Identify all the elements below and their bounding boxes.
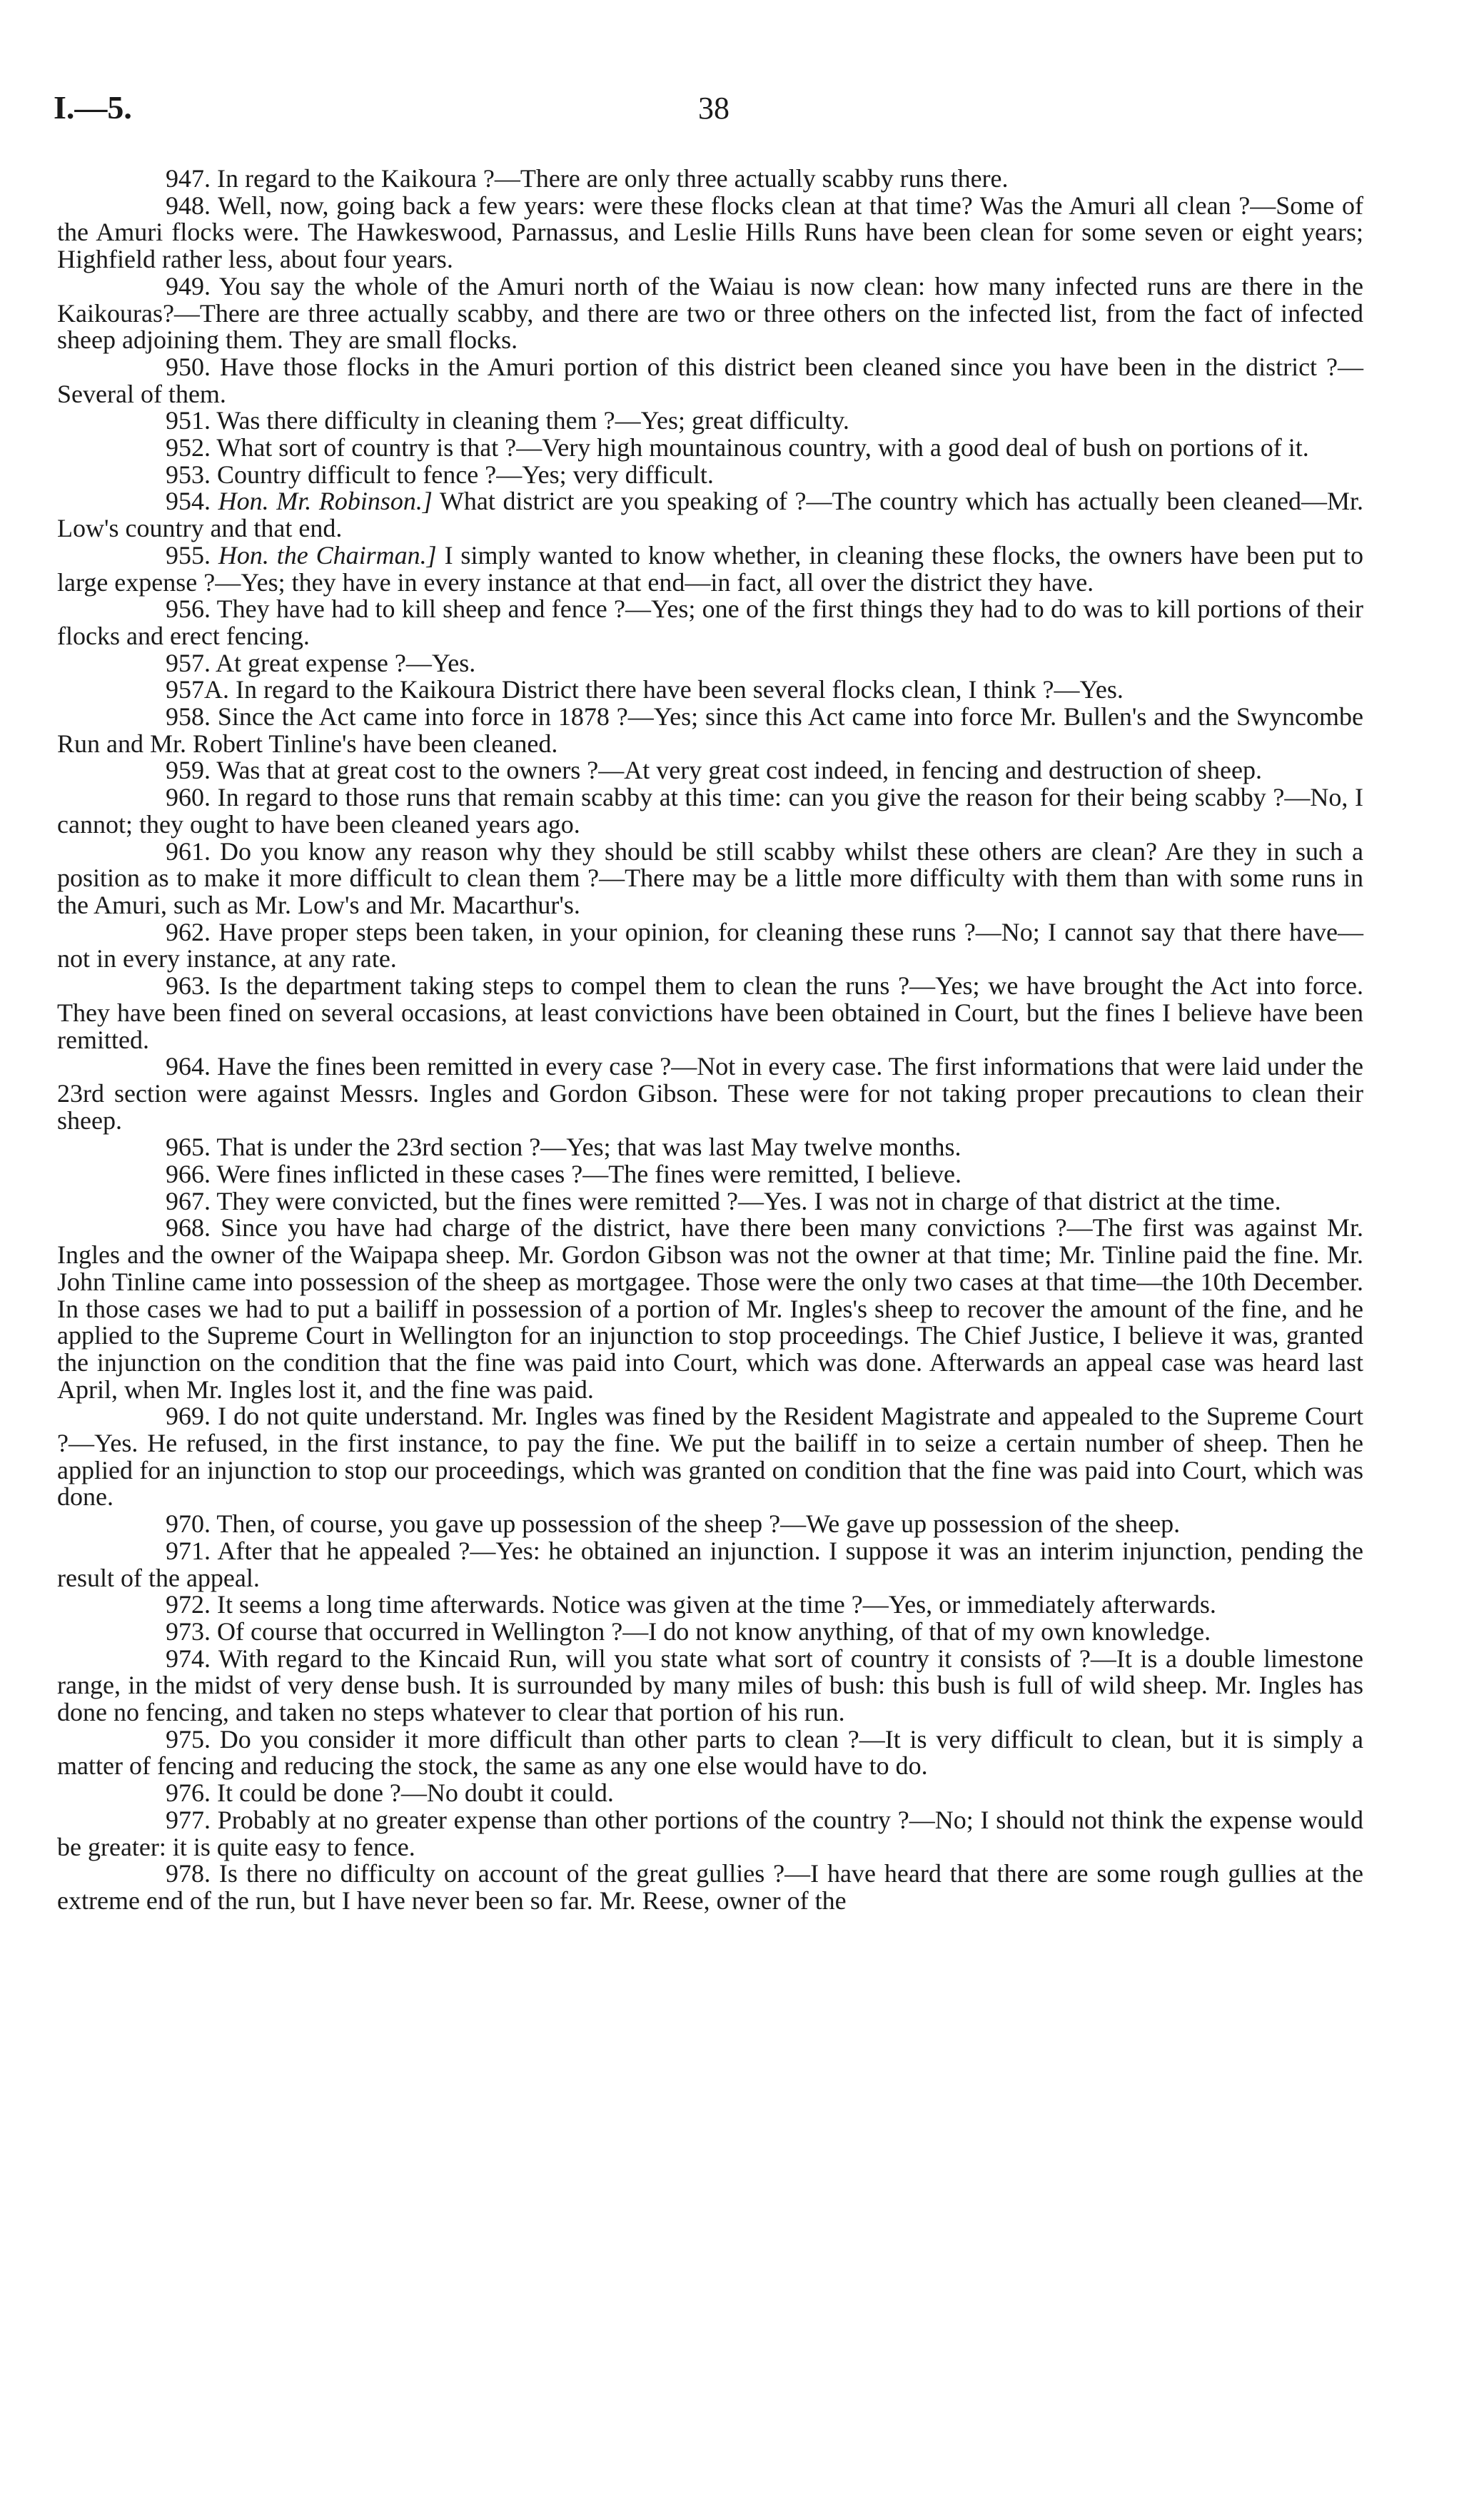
question-972 — [57, 1592, 1363, 1619]
question-961 — [57, 836, 1363, 919]
paragraph-text: 973. Of course that occurred in Wellington ?—I do not know anything, of that of my own knowledge. — [166, 1616, 1211, 1646]
document-body — [57, 166, 1363, 1915]
paper-reference: I.—5. — [54, 89, 132, 126]
question-number: 954. — [166, 487, 211, 516]
question-969 — [57, 1403, 1363, 1511]
question-952 — [57, 435, 1363, 462]
paragraph-text: 952. What sort of country is that ?—Very high mountainous country, with a good deal of bush on portions of it. — [166, 433, 1309, 462]
paragraph-text: 961. Do you know any reason why they should be still scabby whilst these others are clean? Are they in such a position as to make it more difficult to clean them ?—There may be a little more difficulty with them than with some runs in the Amuri, such as Mr. Low's and Mr. Macarthur's. — [57, 836, 1363, 919]
question-950 — [57, 354, 1363, 408]
paragraph-text: 950. Have those flocks in the Amuri portion of this district been cleaned since you have been in the district ?—Several of them. — [57, 352, 1363, 408]
paragraph-text: 976. It could be done ?—No doubt it could. — [166, 1778, 614, 1808]
question-978 — [57, 1861, 1363, 1914]
question-962 — [57, 919, 1363, 973]
question-968 — [57, 1215, 1363, 1403]
paragraph-text: 971. After that he appealed ?—Yes: he obtained an injunction. I suppose it was an interim injunction, pending the result of the appeal. — [57, 1536, 1363, 1592]
paragraph-text: 966. Were fines inflicted in these cases ?—The fines were remitted, I believe. — [166, 1160, 961, 1189]
question-975 — [57, 1726, 1363, 1780]
question-957 — [57, 650, 1363, 677]
page-number: 38 — [698, 91, 730, 126]
paragraph-text: 960. In regard to those runs that remain scabby at this time: can you give the reason for their being scabby ?—No, I cannot; they ought to have been cleaned years ago. — [57, 783, 1363, 839]
question-967 — [57, 1188, 1363, 1215]
speaker-name: Hon. the Chairman.] — [218, 540, 437, 570]
paragraph-text: 953. Country difficult to fence ?—Yes; very difficult. — [166, 460, 714, 489]
question-976 — [57, 1780, 1363, 1807]
question-974 — [57, 1646, 1363, 1726]
paragraph-text: 948. Well, now, going back a few years: were these flocks clean at that time? Was the Amuri all clean ?—Some of the Amuri flocks were. The Hawkeswood, Parnassus, and Leslie Hills Runs have been clean for some seven or eight years; Highfield rather less, about four years. — [57, 191, 1363, 274]
question-951 — [57, 408, 1363, 435]
question-970 — [57, 1511, 1363, 1538]
paragraph-text: 972. It seems a long time afterwards. Notice was given at the time ?—Yes, or immediately afterwards. — [166, 1590, 1216, 1619]
question-964 — [57, 1053, 1363, 1134]
paragraph-text: 951. Was there difficulty in cleaning them ?—Yes; great difficulty. — [166, 406, 849, 435]
question-954 — [57, 488, 1363, 542]
paragraph-text: 965. That is under the 23rd section ?—Yes; that was last May twelve months. — [166, 1133, 961, 1162]
question-977 — [57, 1807, 1363, 1861]
paragraph-text: 968. Since you have had charge of the district, have there been many convictions ?—The first was against Mr. Ingles and the owner of the Waipapa sheep. Mr. Gordon Gibson was not the owner at that time; Mr. Tinline paid the fine. Mr. John Tinline came into possession of the sheep as mortgagee. Those were the only two cases at that time—the 10th December. In those cases we had to put a bailiff in possession of a portion of Mr. Ingles's sheep to recover the amount of the fine, and he applied to the Supreme Court in Wellington for an injunction to stop proceedings. The Chief Justice, I believe it was, granted the injunction on the condition that the fine was paid into Court, which was done. Afterwards an appeal case was heard last April, when Mr. Ingles lost it, and the fine was paid. — [57, 1213, 1363, 1404]
question-957a — [57, 677, 1363, 704]
question-960 — [57, 784, 1363, 838]
paragraph-text: 956. They have had to kill sheep and fence ?—Yes; one of the first things they had to do was to kill portions of their flocks and erect fencing. — [57, 594, 1363, 650]
paragraph-text: 969. I do not quite understand. Mr. Ingles was fined by the Resident Magistrate and appealed to the Supreme Court ?—Yes. He refused, in the first instance, to pay the fine. We put the bailiff in to seize a certain number of sheep. Then he applied for an injunction to stop our proceedings, which was granted on condition that the fine was paid into Court, which was done. — [57, 1402, 1363, 1512]
paragraph-text: 962. Have proper steps been taken, in your opinion, for cleaning these runs ?—No; I cannot say that there have—not in every instance, at any rate. — [57, 917, 1363, 973]
question-949 — [57, 273, 1363, 354]
question-959 — [57, 757, 1363, 784]
paragraph-text: 957. At great expense ?—Yes. — [166, 648, 476, 677]
question-973 — [57, 1616, 1363, 1646]
question-956 — [57, 596, 1363, 649]
question-955 — [57, 542, 1363, 596]
paragraph-text: 959. Was that at great cost to the owners ?—At very great cost indeed, in fencing and destruction of sheep. — [166, 756, 1262, 785]
paragraph-text: 967. They were convicted, but the fines were remitted ?—Yes. I was not in charge of that district at the time. — [166, 1186, 1281, 1215]
paragraph-text: 957A. In regard to the Kaikoura District there have been several flocks clean, I think ?—Yes. — [166, 675, 1124, 704]
question-971 — [57, 1538, 1363, 1592]
paragraph-text: 974. With regard to the Kincaid Run, will you state what sort of country it consists of ?—It is a double limestone range, in the midst of very dense bush. It is surrounded by many miles of bush: this bush is full of wild sheep. Mr. Ingles has done no fencing, and taken no steps whatever to clear that portion of his run. — [57, 1644, 1363, 1727]
paragraph-text: 947. In regard to the Kaikoura ?—There are only three actually scabby runs there. — [166, 164, 1009, 193]
question-958 — [57, 704, 1363, 757]
paragraph-text: 977. Probably at no greater expense than other portions of the country ?—No; I should not think the expense would be greater: it is quite easy to fence. — [57, 1805, 1363, 1861]
question-963 — [57, 973, 1363, 1053]
paragraph-text: I simply wanted to know whether, in cleaning these flocks, the owners have been put to large expense ?—Yes; they have in every instance at that end—in fact, all over the district they have. — [57, 540, 1364, 597]
paragraph-text: 963. Is the department taking steps to compel them to clean the runs ?—Yes; we have brought the Act into force. They have been fined on several occasions, at least convictions have been obtained in Court, but the fines I believe have been remitted. — [57, 971, 1363, 1054]
paragraph-text: What district are you speaking of ?—The country which has actually been cleaned—Mr. Low's country and that end. — [57, 487, 1363, 543]
paragraph-text: 958. Since the Act came into force in 1878 ?—Yes; since this Act came into force Mr. Bullen's and the Swyncombe Run and Mr. Robert Tinline's have been cleaned. — [57, 702, 1363, 758]
question-number: 955. — [166, 540, 211, 570]
question-966 — [57, 1161, 1363, 1188]
paragraph-text: 964. Have the fines been remitted in every case ?—Not in every case. The first informations that were laid under the 23rd section were against Messrs. Ingles and Gordon Gibson. These were for not taking proper precautions to clean their sheep. — [57, 1052, 1363, 1135]
paragraph-text: 975. Do you consider it more difficult than other parts to clean ?—It is very difficult to clean, but it is simply a matter of fencing and reducing the stock, the same as any one else would have to do. — [57, 1724, 1363, 1781]
question-947 — [57, 166, 1363, 193]
paragraph-text: 970. Then, of course, you gave up possession of the sheep ?—We gave up possession of the sheep. — [166, 1509, 1181, 1539]
question-948 — [57, 193, 1363, 273]
paragraph-text: 949. You say the whole of the Amuri north of the Waiau is now clean: how many infected runs are there in the Kaikouras?—There are three actually scabby, and there are two or three others on the infected list, from the fact of infected sheep adjoining them. They are small flocks. — [57, 271, 1363, 355]
speaker-name: Hon. Mr. Robinson.] — [218, 487, 433, 516]
question-965 — [57, 1134, 1363, 1161]
paragraph-text: 978. Is there no difficulty on account of the great gullies ?—I have heard that there are some rough gullies at the extreme end of the run, but I have never been so far. Mr. Reese, owner of the — [57, 1859, 1363, 1915]
question-953 — [57, 462, 1363, 489]
